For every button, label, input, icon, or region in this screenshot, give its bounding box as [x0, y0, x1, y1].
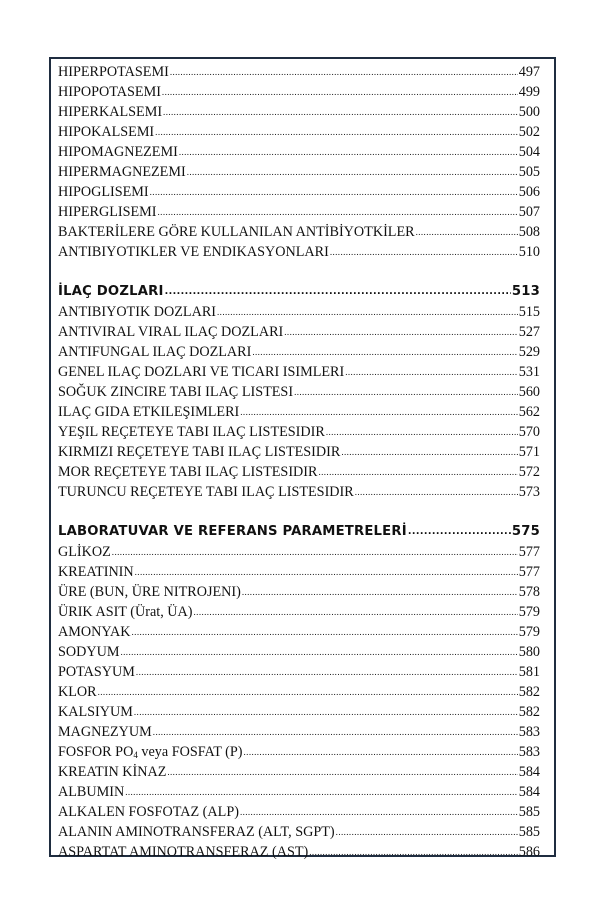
section-page: 575	[511, 524, 540, 539]
entry-page: 577	[518, 564, 540, 580]
toc-entry[interactable]	[58, 202, 540, 222]
entry-title: ANTIVIRAL VIRAL ILAÇ DOZLARI	[58, 324, 284, 340]
entry-title: ANTIBIYOTIK DOZLARI	[58, 304, 217, 320]
entry-title: SOĞUK ZINCIRE TABI ILAÇ LISTESI	[58, 384, 294, 400]
entry-title: SODYUM	[58, 644, 120, 660]
entry-title: TURUNCU REÇETEYE TABI ILAÇ LISTESIDIR	[58, 484, 354, 500]
entry-page: 510	[518, 244, 540, 260]
section-title: İLAÇ DOZLARI	[58, 284, 164, 299]
entry-title: KREATININ	[58, 564, 134, 580]
toc-entry[interactable]	[58, 542, 540, 562]
entry-title: KLOR	[58, 684, 97, 700]
toc-entry[interactable]	[58, 642, 540, 662]
toc-entry[interactable]	[58, 782, 540, 802]
entry-title: BAKTERİLERE GÖRE KULLANILAN ANTİBİYOTKİLER	[58, 224, 415, 240]
entry-title: HIPERGLISEMI	[58, 204, 157, 220]
toc-entry[interactable]	[58, 662, 540, 682]
entry-page: 507	[518, 204, 540, 220]
entry-page: 570	[518, 424, 540, 440]
entry-title: MAGNEZYUM	[58, 724, 152, 740]
entry-page: 579	[518, 624, 540, 640]
entry-page: 580	[518, 644, 540, 660]
entry-title: YEŞIL REÇETEYE TABI ILAÇ LISTESIDIR	[58, 424, 325, 440]
entry-title: ILAÇ GIDA ETKILEŞIMLERI	[58, 404, 240, 420]
toc-entry[interactable]	[58, 762, 540, 782]
entry-title: ANTIBIYOTIKLER VE ENDIKASYONLARI	[58, 244, 329, 260]
entry-title: HIPOMAGNEZEMI	[58, 144, 178, 160]
entry-page: 505	[518, 164, 540, 180]
toc-entry[interactable]	[58, 302, 540, 322]
entry-page: 582	[518, 684, 540, 700]
toc-entry[interactable]	[58, 382, 540, 402]
entry-title: ÜRIK ASIT (Ürat, ÜA)	[58, 604, 193, 620]
entry-page: 586	[518, 844, 540, 860]
entry-title: ALANIN AMINOTRANSFERAZ (ALT, SGPT)	[58, 824, 335, 840]
entry-title: GLİKOZ	[58, 544, 111, 560]
entry-page: 531	[518, 364, 540, 380]
entry-page: 573	[518, 484, 540, 500]
entry-page: 527	[518, 324, 540, 340]
toc-entry[interactable]	[58, 742, 540, 762]
entry-title: ÜRE (BUN, ÜRE NITROJENI)	[58, 584, 241, 600]
entry-page: 502	[518, 124, 540, 140]
entry-page: 579	[518, 604, 540, 620]
toc-entry[interactable]	[58, 822, 540, 842]
toc-entry[interactable]	[58, 702, 540, 722]
section-heading-ilac-dozlari[interactable]	[58, 282, 540, 302]
toc-entry[interactable]	[58, 462, 540, 482]
toc-entry[interactable]	[58, 722, 540, 742]
entry-title: POTASYUM	[58, 664, 135, 680]
entry-page: 500	[518, 104, 540, 120]
toc-entry[interactable]	[58, 402, 540, 422]
entry-title: HIPERKALSEMI	[58, 104, 163, 120]
toc-entry[interactable]	[58, 562, 540, 582]
toc-entry[interactable]	[58, 182, 540, 202]
entry-title: MOR REÇETEYE TABI ILAÇ LISTESIDIR	[58, 464, 318, 480]
entry-title: ALKALEN FOSFOTAZ (ALP)	[58, 804, 239, 820]
toc-entry[interactable]	[58, 482, 540, 502]
toc-entry[interactable]	[58, 422, 540, 442]
section-page: 513	[511, 284, 540, 299]
entry-page: 583	[518, 744, 540, 760]
entry-page: 584	[518, 784, 540, 800]
entry-page: 499	[518, 84, 540, 100]
entry-title: AMONYAK	[58, 624, 131, 640]
entry-title: ANTIFUNGAL ILAÇ DOZLARI	[58, 344, 252, 360]
table-of-contents	[58, 62, 540, 862]
toc-entry[interactable]	[58, 602, 540, 622]
toc-entry[interactable]	[58, 442, 540, 462]
entry-title: GENEL ILAÇ DOZLARI VE TICARI ISIMLERI	[58, 364, 345, 380]
toc-entry[interactable]	[58, 682, 540, 702]
entry-page: 560	[518, 384, 540, 400]
entry-page: 581	[518, 664, 540, 680]
entry-page: 577	[518, 544, 540, 560]
toc-entry[interactable]	[58, 802, 540, 822]
entry-title: HIPERMAGNEZEMI	[58, 164, 186, 180]
entry-page: 529	[518, 344, 540, 360]
entry-title: KREATIN KİNAZ	[58, 764, 167, 780]
entry-page: 504	[518, 144, 540, 160]
section-heading-laboratuvar[interactable]	[58, 522, 540, 542]
entry-title: FOSFOR $PO_4$ veya FOSFAT (P)	[58, 744, 243, 760]
toc-entry[interactable]	[58, 242, 540, 262]
entry-page: 584	[518, 764, 540, 780]
entry-title: HIPOKALSEMI	[58, 124, 155, 140]
entry-title: HIPOPOTASEMI	[58, 84, 161, 100]
toc-entry[interactable]	[58, 362, 540, 382]
toc-entry[interactable]	[58, 342, 540, 362]
section-title: LABORATUVAR VE REFERANS PARAMETRELERİ	[58, 524, 407, 539]
entry-page: 585	[518, 804, 540, 820]
entry-title: ALBUMIN	[58, 784, 125, 800]
entry-title: KALSIYUM	[58, 704, 133, 720]
toc-entry[interactable]	[58, 102, 540, 122]
toc-entry[interactable]	[58, 842, 540, 862]
toc-entry[interactable]	[58, 82, 540, 102]
entry-page: 585	[518, 824, 540, 840]
toc-entry[interactable]	[58, 582, 540, 602]
toc-entry[interactable]	[58, 122, 540, 142]
entry-page: 506	[518, 184, 540, 200]
entry-title: HIPERPOTASEMI	[58, 64, 169, 80]
entry-page: 572	[518, 464, 540, 480]
entry-page: 571	[518, 444, 540, 460]
entry-page: 562	[518, 404, 540, 420]
toc-entry[interactable]	[58, 322, 540, 342]
entry-page: 583	[518, 724, 540, 740]
toc-entry[interactable]	[58, 62, 540, 82]
entry-title: KIRMIZI REÇETEYE TABI ILAÇ LISTESIDIR	[58, 444, 341, 460]
toc-entry[interactable]	[58, 142, 540, 162]
entry-page: 578	[518, 584, 540, 600]
entry-page: 515	[518, 304, 540, 320]
entry-page: 508	[518, 224, 540, 240]
entry-page: 497	[518, 64, 540, 80]
entry-page: 582	[518, 704, 540, 720]
toc-entry[interactable]	[58, 162, 540, 182]
entry-title: HIPOGLISEMI	[58, 184, 149, 200]
entry-title: ASPARTAT AMINOTRANSFERAZ (AST)	[58, 844, 309, 860]
toc-entry[interactable]	[58, 222, 540, 242]
toc-entry[interactable]	[58, 622, 540, 642]
